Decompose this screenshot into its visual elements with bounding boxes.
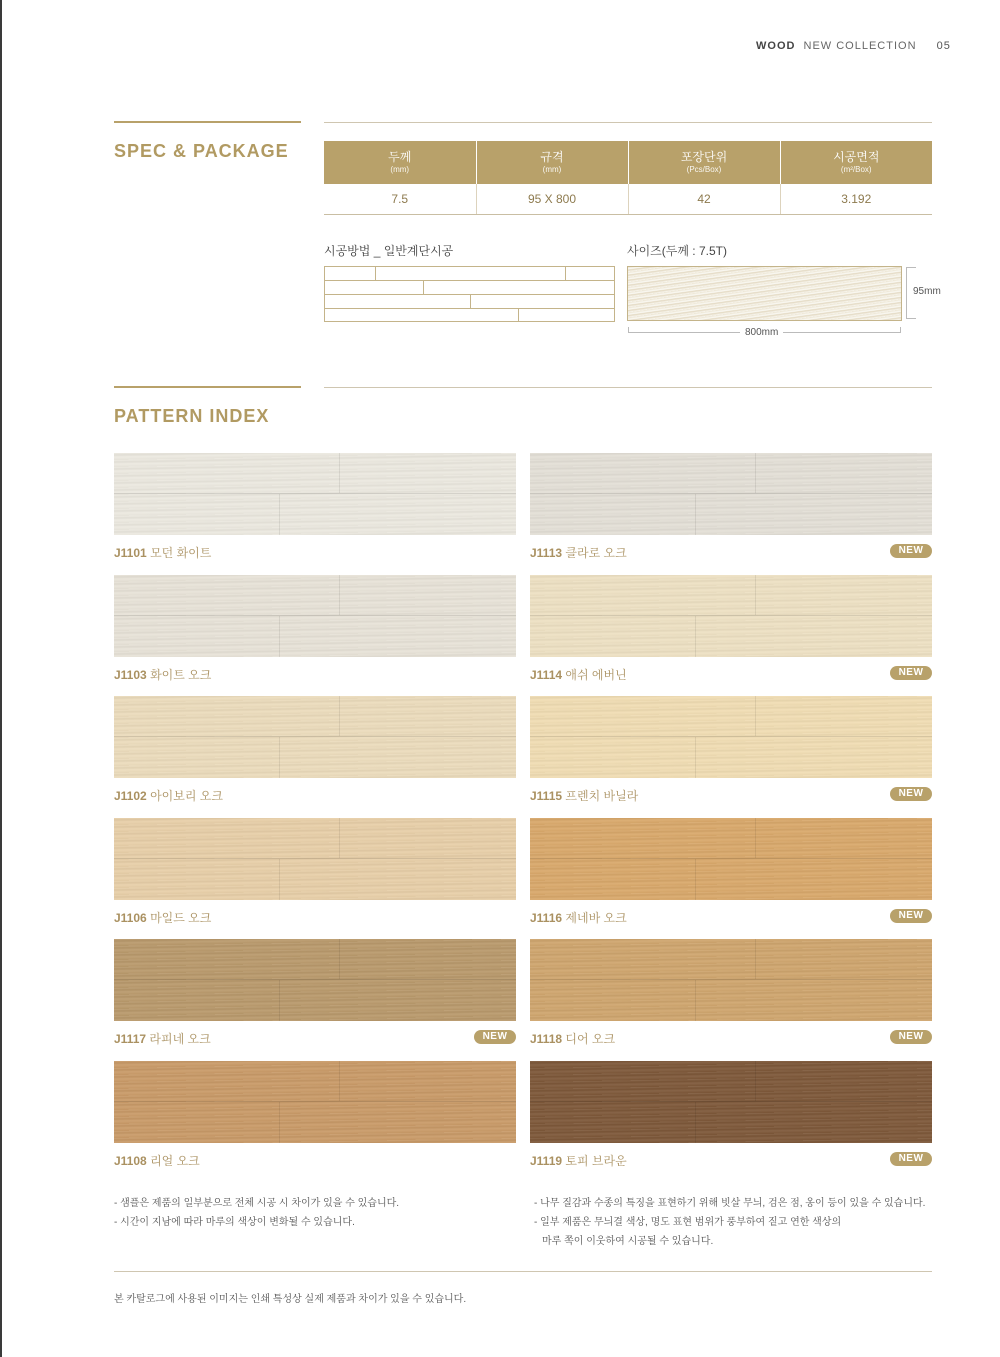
pattern-code: J1103 — [114, 668, 147, 682]
new-badge: NEW — [890, 787, 932, 801]
pattern-swatch — [530, 1061, 932, 1143]
pattern-name: 리얼 오크 — [150, 1154, 200, 1168]
pattern-swatch — [530, 939, 932, 1021]
pattern-code: J1119 — [530, 1154, 563, 1168]
spec-title-rule — [114, 121, 301, 123]
install-pattern-diagram — [324, 266, 615, 322]
new-badge: NEW — [890, 1152, 932, 1166]
pattern-caption — [114, 909, 211, 926]
pattern-title-rule — [114, 386, 301, 388]
pattern-swatch — [530, 453, 932, 535]
pattern-swatch — [114, 696, 516, 778]
pattern-caption — [530, 666, 627, 683]
pattern-name: 모던 화이트 — [150, 546, 212, 560]
size-label: 사이즈(두께 : 7.5T) — [627, 244, 727, 258]
pattern-code: J1113 — [530, 546, 563, 560]
new-badge: NEW — [474, 1030, 516, 1044]
pattern-code: J1116 — [530, 911, 563, 925]
pattern-code: J1118 — [530, 1032, 563, 1046]
pattern-swatch — [114, 575, 516, 657]
collection-label: NEW COLLECTION — [803, 40, 917, 52]
new-badge: NEW — [890, 909, 932, 923]
footer-rule — [114, 1271, 932, 1272]
pattern-top-rule — [324, 387, 932, 388]
spec-top-rule — [324, 122, 932, 123]
pattern-swatch — [114, 453, 516, 535]
pattern-caption — [530, 787, 638, 804]
spec-table — [324, 141, 932, 215]
spec-value-packing: 42 — [628, 184, 780, 214]
width-dimension-text: 95mm — [913, 286, 941, 297]
footer-disclaimer: 본 카탈로그에 사용된 이미지는 인쇄 특성상 실제 제품과 차이가 있을 수 있습니다. — [114, 1294, 467, 1305]
note-left-1: - 샘플은 제품의 일부분으로 전체 시공 시 차이가 있을 수 있습니다. — [114, 1198, 400, 1209]
new-badge: NEW — [890, 1030, 932, 1044]
pattern-swatch — [114, 818, 516, 900]
note-right-3: 마루 쪽이 이웃하여 시공될 수 있습니다. — [542, 1236, 714, 1247]
pattern-name: 프렌치 바닐라 — [565, 789, 639, 803]
note-left-2: - 시간이 지남에 따라 마루의 색상이 변화될 수 있습니다. — [114, 1217, 355, 1228]
brand-label: WOOD — [756, 40, 796, 52]
pattern-swatch — [114, 939, 516, 1021]
spec-header-thickness: 두께 (mm) — [324, 141, 476, 184]
pattern-caption — [530, 909, 627, 926]
pattern-swatch — [530, 818, 932, 900]
pattern-section-title: PATTERN INDEX — [114, 406, 270, 426]
pattern-name: 라피네 오크 — [149, 1032, 211, 1046]
spec-value-dimension: 95 X 800 — [476, 184, 628, 214]
install-method-label: 시공방법 _ 일반계단시공 — [324, 244, 454, 258]
pattern-name: 디어 오크 — [565, 1032, 616, 1046]
spec-section-title: SPEC & PACKAGE — [114, 141, 289, 161]
page-number: 05 — [936, 40, 951, 52]
pattern-code: J1108 — [114, 1154, 147, 1168]
length-dimension-text: 800mm — [740, 327, 783, 338]
pattern-name: 토피 브라운 — [565, 1154, 627, 1168]
pattern-code: J1106 — [114, 911, 147, 925]
pattern-caption — [114, 787, 223, 804]
pattern-caption — [530, 544, 627, 561]
pattern-name: 클라로 오크 — [565, 546, 627, 560]
pattern-name: 애쉬 에버닌 — [565, 668, 627, 682]
pattern-caption — [530, 1030, 615, 1047]
spec-header-area: 시공면적 (m²/Box) — [780, 141, 932, 184]
width-dimension-line — [906, 267, 907, 319]
pattern-code: J1117 — [114, 1032, 147, 1046]
pattern-code: J1114 — [530, 668, 563, 682]
pattern-caption — [114, 1152, 200, 1169]
pattern-swatch — [530, 696, 932, 778]
pattern-swatch — [530, 575, 932, 657]
pattern-code: J1102 — [114, 789, 147, 803]
pattern-name: 화이트 오크 — [150, 668, 212, 682]
spec-value-thickness: 7.5 — [324, 184, 476, 214]
plank-size-illustration — [627, 266, 902, 321]
page-header — [756, 40, 951, 52]
pattern-caption — [114, 1030, 211, 1047]
pattern-swatch — [114, 1061, 516, 1143]
pattern-code: J1101 — [114, 546, 147, 560]
pattern-caption — [114, 666, 211, 683]
pattern-name: 아이보리 오크 — [150, 789, 223, 803]
new-badge: NEW — [890, 544, 932, 558]
spec-header-dimension: 규격 (mm) — [476, 141, 628, 184]
new-badge: NEW — [890, 666, 932, 680]
page-edge-rule — [0, 0, 2, 1357]
pattern-code: J1115 — [530, 789, 563, 803]
pattern-caption — [114, 544, 211, 561]
spec-value-area: 3.192 — [780, 184, 932, 214]
spec-header-packing: 포장단위 (Pcs/Box) — [628, 141, 780, 184]
note-right-1: - 나무 질감과 수종의 특징을 표현하기 위해 빗살 무늬, 검은 점, 옹이 등이 있을 수 있습니다. — [534, 1198, 926, 1209]
pattern-caption — [530, 1152, 627, 1169]
pattern-name: 마일드 오크 — [150, 911, 212, 925]
note-right-2: - 일부 제품은 무늬결 색상, 명도 표현 범위가 풍부하여 짙고 연한 색상의 — [534, 1217, 842, 1228]
pattern-name: 제네바 오크 — [565, 911, 627, 925]
